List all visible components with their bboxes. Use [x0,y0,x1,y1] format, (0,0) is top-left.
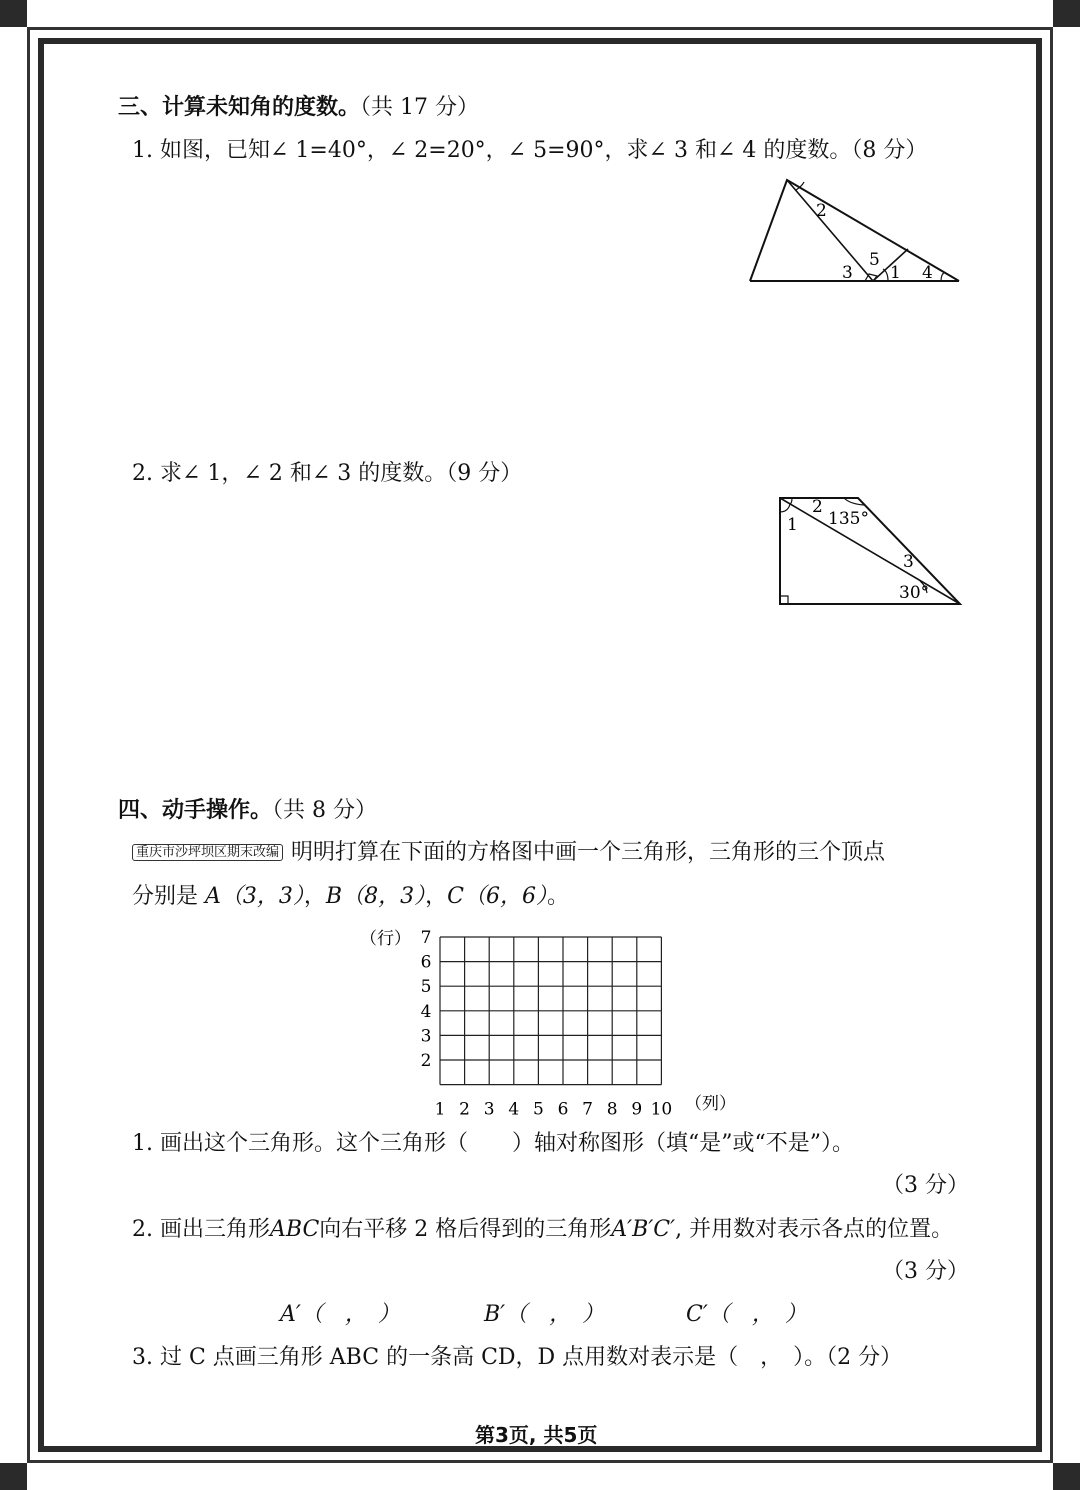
trap-angle-label-3: 3 [903,552,914,572]
page-footer: 第3页, 共5页 [475,1423,598,1447]
question-4-2-points: （3 分） [882,1259,969,1284]
corner-top-left [0,0,27,27]
col-label: 1 [434,1099,446,1115]
q2-prefix: 2. 画出三角形 [132,1217,270,1242]
section4-intro-line2: 分别是 A（3，3），B（8，3），C（6，6）。 [132,884,569,909]
point-a: A（3，3） [205,884,304,909]
answer-c-prime[interactable] [686,1304,807,1326]
trap-angle-label-135: 135° [828,509,869,529]
angle-label-1: 1 [890,263,901,283]
answer-b-prime[interactable] [484,1304,604,1326]
section4-points: （共 8 分） [272,798,377,823]
col-label: 2 [459,1099,471,1115]
intro-suffix: 。 [546,884,569,909]
intro-prefix: 分别是 [132,884,199,909]
answer-c-prime-text: C′（ ， ） [686,1302,807,1327]
q2-prime: A′B′C′ [611,1217,676,1242]
corner-bottom-right [1053,1463,1080,1490]
angle-label-3: 3 [842,263,853,283]
corner-top-right [1053,0,1080,27]
corner-bottom-left [0,1463,27,1490]
row-label: 2 [420,1051,432,1071]
section3-title: 三、计算未知角的度数。 [118,95,361,120]
coordinate-grid[interactable] [360,925,760,1115]
answer-b-prime-text: B′（ ， ） [484,1302,605,1327]
question-4-2 [132,1219,953,1241]
trap-angle-label-1: 1 [787,515,798,535]
q2-suffix: , 并用数对表示各点的位置。 [675,1217,954,1242]
figure-trapezoid-q2 [770,492,970,612]
row-label: 3 [420,1026,432,1047]
answer-a-prime[interactable] [280,1304,400,1326]
row-label: 6 [420,952,432,973]
question-4-1: 1. 画出这个三角形。这个三角形（ ）轴对称图形（填“是”或“不是”）。 [132,1131,854,1156]
intro-text-1: 明明打算在下面的方格图中画一个三角形，三角形的三个顶点 [291,840,886,865]
col-label: 3 [483,1099,495,1115]
col-label: 7 [582,1099,594,1115]
row-label: 5 [420,977,432,998]
question-3-1: 1. 如图，已知∠ 1=40°，∠ 2=20°，∠ 5=90°，求∠ 3 和∠ 4 的度数。（8 分） [132,138,928,163]
trap-angle-label-2: 2 [812,497,823,517]
q2-abc: ABC [269,1217,320,1242]
section3-points: （共 17 分） [360,95,479,120]
angle-label-5: 5 [869,250,880,270]
point-b: B（8，3） [325,884,426,909]
col-label: 10 [650,1099,673,1115]
question-4-3: 3. 过 C 点画三角形 ABC 的一条高 CD，D 点用数对表示是（ ， ）。（2 分） [132,1345,903,1370]
row-axis-label: （行） [360,929,411,949]
angle-label-2: 2 [816,201,827,221]
question-4-1-points: （3 分） [882,1173,969,1198]
col-label: 5 [532,1099,544,1115]
point-c: C（6，6） [447,884,547,909]
col-axis-label: （列） [685,1094,736,1114]
answer-a-prime-text: A′（ ， ） [280,1302,400,1327]
section4-intro-line1 [132,842,885,864]
row-label: 4 [420,1001,432,1022]
col-label: 4 [508,1099,520,1115]
section4-title: 四、动手操作。 [118,798,273,823]
source-badge: 重庆市沙坪坝区期末改编 [132,844,283,861]
col-label: 8 [606,1099,618,1115]
row-label: 7 [420,928,432,948]
q2-middle: 向右平移 2 格后得到的三角形 [319,1217,612,1242]
question-3-2: 2. 求∠ 1，∠ 2 和∠ 3 的度数。（9 分） [132,461,523,486]
col-label: 9 [631,1099,643,1115]
col-label: 6 [557,1099,569,1115]
trap-angle-label-30: 30° [899,583,930,603]
figure-triangle-q1 [740,172,970,292]
angle-label-4: 4 [922,263,933,283]
section4-heading [118,800,377,822]
section3-heading [118,97,479,119]
